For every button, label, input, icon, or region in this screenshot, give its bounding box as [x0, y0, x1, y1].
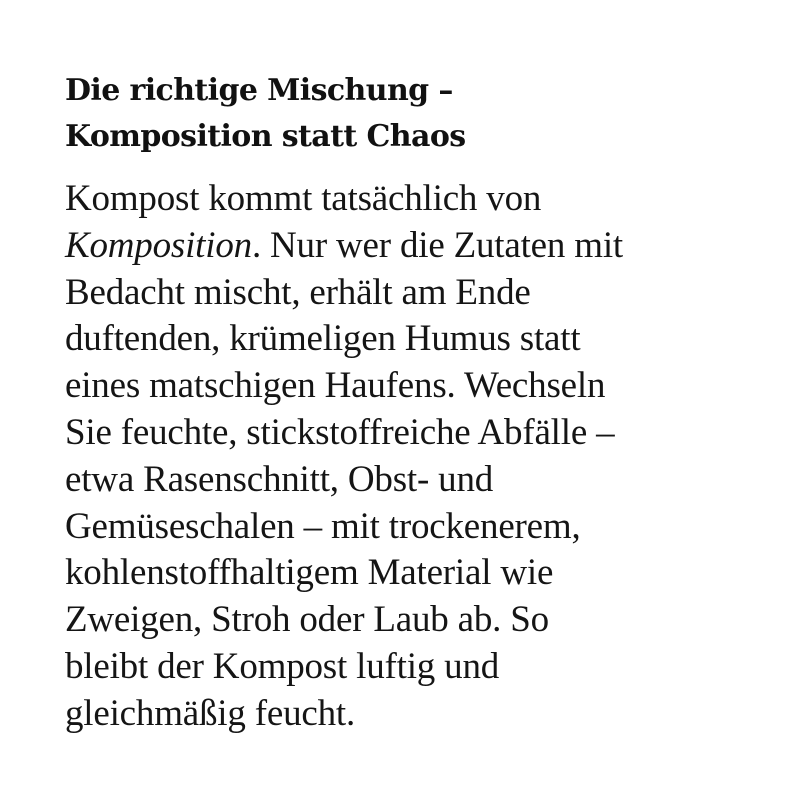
heading-line-1: Die richtige Mischung –	[65, 73, 453, 108]
emphasis-komposition: Komposition	[65, 224, 252, 266]
body-line-4: duftenden, krümeligen Humus statt	[65, 318, 581, 360]
body-line-5: eines matschigen Haufens. Wechseln	[65, 365, 606, 407]
body-line-2	[65, 223, 745, 270]
article-body	[65, 176, 745, 738]
body-line-1: Kompost kommt tatsächlich von	[65, 178, 542, 219]
body-line-6: Sie feuchte, stickstoffreiche Abfälle –	[65, 411, 615, 453]
body-line-11: bleibt der Kompost luftig und	[65, 645, 500, 687]
body-line-12: gleichmäßig feucht.	[65, 692, 356, 734]
article-heading	[65, 68, 745, 160]
body-line-10: Zweigen, Stroh oder Laub ab. So	[65, 599, 549, 641]
body-line-7: etwa Rasenschnitt, Obst- und	[65, 458, 494, 500]
body-line-3: Bedacht mischt, erhält am Ende	[65, 271, 531, 313]
body-line-2-rest: . Nur wer die Zutaten mit	[251, 224, 623, 266]
body-line-8: Gemüseschalen – mit trockenerem,	[65, 505, 581, 547]
article	[65, 68, 745, 738]
body-line-9: kohlenstoffhaltigem Material wie	[65, 552, 554, 594]
heading-line-2: Komposition statt Chaos	[65, 119, 466, 154]
